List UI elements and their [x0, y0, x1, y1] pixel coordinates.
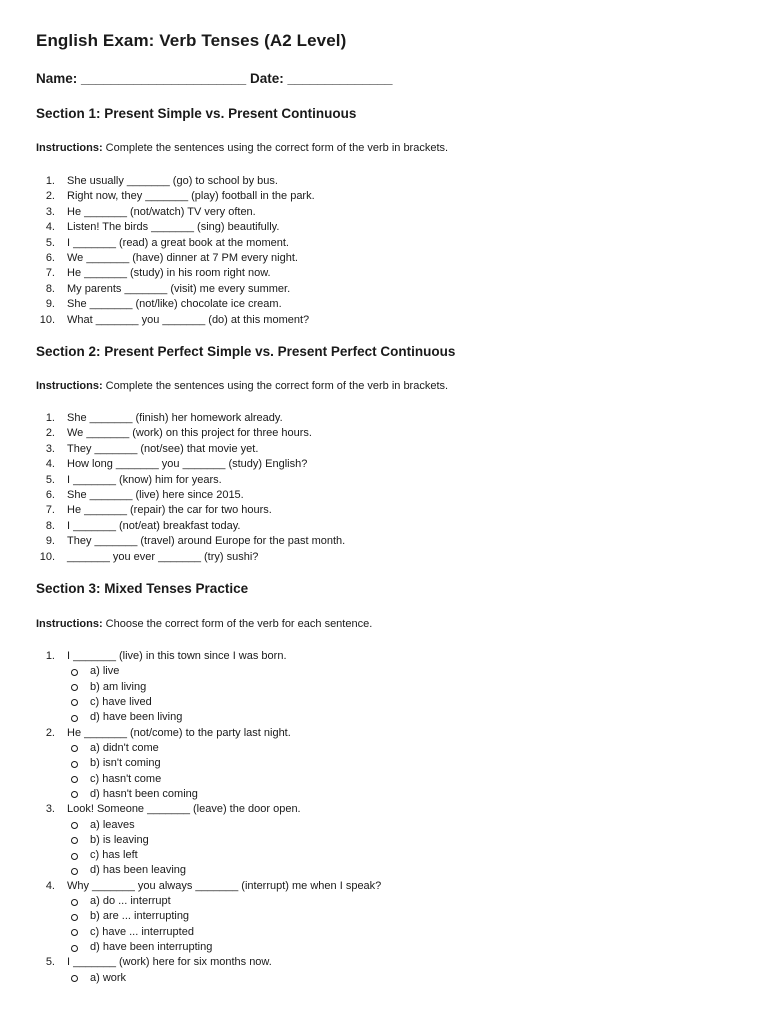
- circle-bullet-icon: [71, 791, 78, 798]
- instructions-label: Instructions:: [36, 380, 103, 392]
- instructions-text: Complete the sentences using the correct form of the verb in brackets.: [102, 380, 449, 392]
- item-text: We _______ (have) dinner at 7 PM every night.: [67, 251, 298, 264]
- circle-bullet-icon: [71, 929, 78, 936]
- question-number: 5.: [45, 956, 55, 969]
- circle-bullet-icon: [71, 684, 78, 691]
- circle-bullet-icon: [71, 761, 78, 768]
- option-text: a) do ... interrupt: [90, 895, 171, 908]
- item-number: 6.: [45, 251, 55, 264]
- circle-bullet-icon: [71, 837, 78, 844]
- item-text: What _______ you _______ (do) at this moment?: [67, 313, 310, 326]
- option-text: b) is leaving: [90, 833, 149, 846]
- instructions-text: Choose the correct form of the verb for each sentence.: [102, 618, 373, 630]
- section-3-title: Section 3: Mixed Tenses Practice: [36, 581, 249, 596]
- item-number: 9.: [45, 535, 55, 548]
- instructions-label: Instructions:: [36, 618, 103, 630]
- item-text: She usually _______ (go) to school by bus.: [67, 175, 278, 187]
- item-number: 4.: [45, 221, 55, 234]
- item-number: 2.: [45, 190, 55, 203]
- question-text: He _______ (not/come) to the party last night.: [67, 726, 291, 739]
- circle-bullet-icon: [71, 745, 78, 752]
- circle-bullet-icon: [71, 914, 78, 921]
- item-number: 1.: [45, 412, 55, 424]
- item-number: 8.: [45, 282, 55, 295]
- item-number: 7.: [45, 267, 55, 280]
- circle-bullet-icon: [71, 669, 78, 676]
- option-text: a) leaves: [90, 818, 135, 831]
- option-text: d) has been leaving: [90, 864, 187, 877]
- item-number: 9.: [45, 298, 55, 311]
- item-number: 2.: [45, 427, 55, 440]
- item-number: 3.: [45, 205, 55, 218]
- question-text: Look! Someone _______ (leave) the door open.: [67, 803, 301, 816]
- question-text: Why _______ you always _______ (interrupt) me when I speak?: [67, 879, 382, 892]
- item-text: We _______ (work) on this project for three hours.: [67, 427, 312, 440]
- section-3-instructions: [36, 618, 372, 630]
- item-number: 10.: [39, 550, 55, 563]
- option-text: c) have lived: [90, 695, 152, 708]
- option-text: c) hasn't come: [90, 772, 162, 785]
- item-number: 4.: [45, 458, 55, 471]
- item-number: 5.: [45, 473, 55, 486]
- option-text: a) didn't come: [90, 741, 159, 754]
- name-date-fields: Name: ______________________ Date: ______________: [36, 71, 393, 86]
- question-number: 2.: [45, 726, 55, 739]
- question-text: I _______ (work) here for six months now.: [67, 956, 272, 969]
- item-number: 7.: [45, 504, 55, 517]
- item-text: They _______ (not/see) that movie yet.: [67, 442, 259, 455]
- circle-bullet-icon: [71, 945, 78, 952]
- option-text: a) live: [90, 665, 120, 678]
- circle-bullet-icon: [71, 715, 78, 722]
- item-number: 8.: [45, 519, 55, 532]
- section-1-title: Section 1: Present Simple vs. Present Continuous: [36, 106, 357, 121]
- item-text: He _______ (study) in his room right now.: [67, 267, 271, 280]
- circle-bullet-icon: [71, 899, 78, 906]
- item-text: He _______ (repair) the car for two hours.: [67, 504, 272, 517]
- option-text: c) have ... interrupted: [90, 925, 194, 938]
- item-text: I _______ (not/eat) breakfast today.: [67, 519, 241, 532]
- item-text: Right now, they _______ (play) football in the park.: [67, 190, 315, 203]
- item-text: He _______ (not/watch) TV very often.: [67, 205, 256, 218]
- item-text: _______ you ever _______ (try) sushi?: [67, 550, 259, 563]
- option-text: c) has left: [90, 849, 138, 862]
- option-text: d) have been interrupting: [90, 941, 213, 954]
- item-text: She _______ (finish) her homework already.: [67, 412, 283, 424]
- option-text: b) isn't coming: [90, 757, 161, 770]
- question-number: 3.: [45, 803, 55, 816]
- question-number: 1.: [45, 650, 55, 662]
- item-number: 5.: [45, 236, 55, 249]
- item-text: They _______ (travel) around Europe for the past month.: [67, 535, 346, 548]
- circle-bullet-icon: [71, 853, 78, 860]
- circle-bullet-icon: [71, 822, 78, 829]
- item-text: She _______ (live) here since 2015.: [67, 488, 244, 501]
- section-2-title: Section 2: Present Perfect Simple vs. Present Perfect Continuous: [36, 344, 456, 359]
- option-text: a) work: [90, 971, 127, 984]
- question-text: I _______ (live) in this town since I was born.: [67, 650, 287, 662]
- item-number: 6.: [45, 488, 55, 501]
- instructions-text: Complete the sentences using the correct form of the verb in brackets.: [102, 142, 449, 154]
- option-text: b) am living: [90, 680, 147, 693]
- item-number: 10.: [39, 313, 55, 326]
- item-text: My parents _______ (visit) me every summer.: [67, 282, 291, 295]
- item-number: 3.: [45, 442, 55, 455]
- section-2-instructions: [36, 380, 448, 392]
- option-text: d) hasn't been coming: [90, 787, 198, 800]
- exam-title: English Exam: Verb Tenses (A2 Level): [36, 31, 347, 50]
- item-number: 1.: [45, 175, 55, 187]
- circle-bullet-icon: [71, 975, 78, 982]
- option-text: b) are ... interrupting: [90, 910, 190, 923]
- item-text: How long _______ you _______ (study) English?: [67, 458, 308, 471]
- circle-bullet-icon: [71, 776, 78, 783]
- item-text: Listen! The birds _______ (sing) beautifully.: [67, 221, 280, 234]
- item-text: She _______ (not/like) chocolate ice cream.: [67, 298, 282, 311]
- item-text: I _______ (read) a great book at the moment.: [67, 236, 289, 249]
- circle-bullet-icon: [71, 699, 78, 706]
- section-1-instructions: [36, 142, 448, 154]
- instructions-label: Instructions:: [36, 142, 103, 154]
- item-text: I _______ (know) him for years.: [67, 473, 222, 486]
- circle-bullet-icon: [71, 868, 78, 875]
- question-number: 4.: [45, 879, 55, 892]
- option-text: d) have been living: [90, 711, 183, 724]
